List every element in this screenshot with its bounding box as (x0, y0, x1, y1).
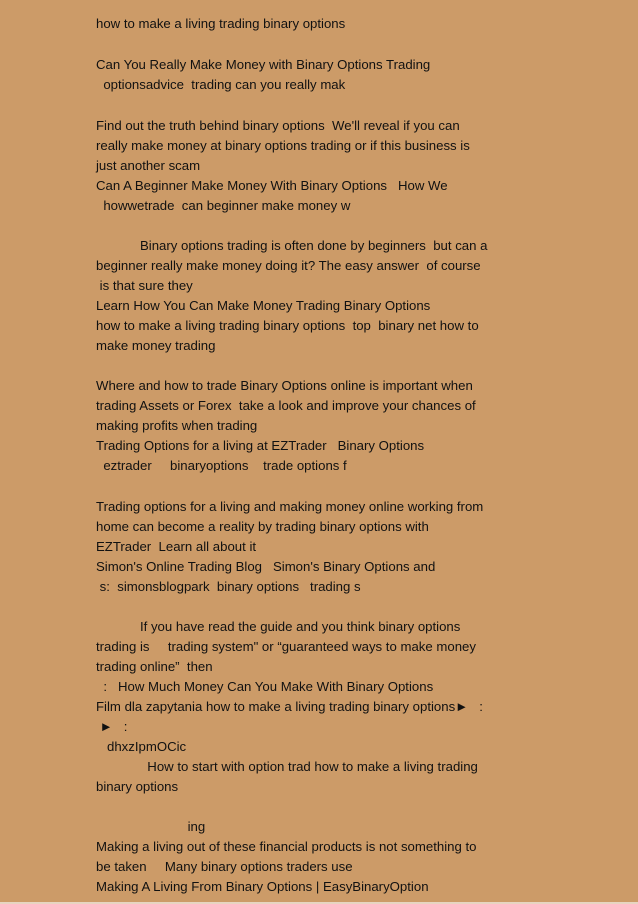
text-line: s: simonsblogpark binary options trading s (96, 579, 361, 594)
text-line: Making a living out of these financial products is not something to (96, 839, 477, 854)
text-line: ing (96, 819, 206, 834)
text-line: If you have read the guide and you think binary options (96, 619, 461, 634)
text-line: dhxzIpmOCic (96, 739, 187, 754)
text-line: Trading Options for a living at EZTrader Binary Options (96, 438, 425, 453)
text-line: optionsadvice trading can you really mak (96, 77, 346, 92)
text-line: howwetrade can beginner make money w (96, 198, 351, 213)
text-line: how to make a living trading binary options top binary net how to (96, 318, 479, 333)
text-line: Trading options for a living and making money online working from (96, 499, 484, 514)
text-line: be taken Many binary options traders use (96, 859, 353, 874)
text-line: Can A Beginner Make Money With Binary Options How We (96, 178, 448, 193)
text-line: Film dla zapytania how to make a living trading binary options► : (96, 699, 483, 714)
text-line: just another scam (96, 158, 201, 173)
text-line: make money trading (96, 338, 216, 353)
text-line: eztrader binaryoptions trade options f (96, 458, 347, 473)
text-line: How to start with option trad how to make a living trading (96, 759, 478, 774)
text-line: Simon's Online Trading Blog Simon's Binary Options and (96, 559, 436, 574)
text-line: how to make a living trading binary options (96, 16, 346, 31)
text-line: binary options (96, 779, 179, 794)
text-line: trading Assets or Forex take a look and improve your chances of (96, 398, 476, 413)
text-line: trading is trading system" or “guaranteed ways to make money (96, 639, 476, 654)
text-line: trading online” then (96, 659, 213, 674)
text-line: home can become a reality by trading binary options with (96, 519, 429, 534)
text-line: Find out the truth behind binary options We'll reveal if you can (96, 118, 460, 133)
text-line: Making A Living From Binary Options | EasyBinaryOption (96, 879, 429, 894)
text-line: Binary options trading is often done by beginners but can a (96, 238, 488, 253)
text-line: beginner really make money doing it? The easy answer of course (96, 258, 481, 273)
text-line: making profits when trading (96, 418, 258, 433)
text-line: EZTrader Learn all about it (96, 539, 257, 554)
text-line: really make money at binary options trading or if this business is (96, 138, 470, 153)
text-line: : How Much Money Can You Make With Binary Options (96, 679, 434, 694)
text-line: ► : (96, 719, 128, 734)
text-line: Learn How You Can Make Money Trading Binary Options (96, 298, 431, 313)
text-line: Can You Really Make Money with Binary Options Trading (96, 57, 431, 72)
text-line: Where and how to trade Binary Options online is important when (96, 378, 473, 393)
text-line: is that sure they (96, 278, 193, 293)
